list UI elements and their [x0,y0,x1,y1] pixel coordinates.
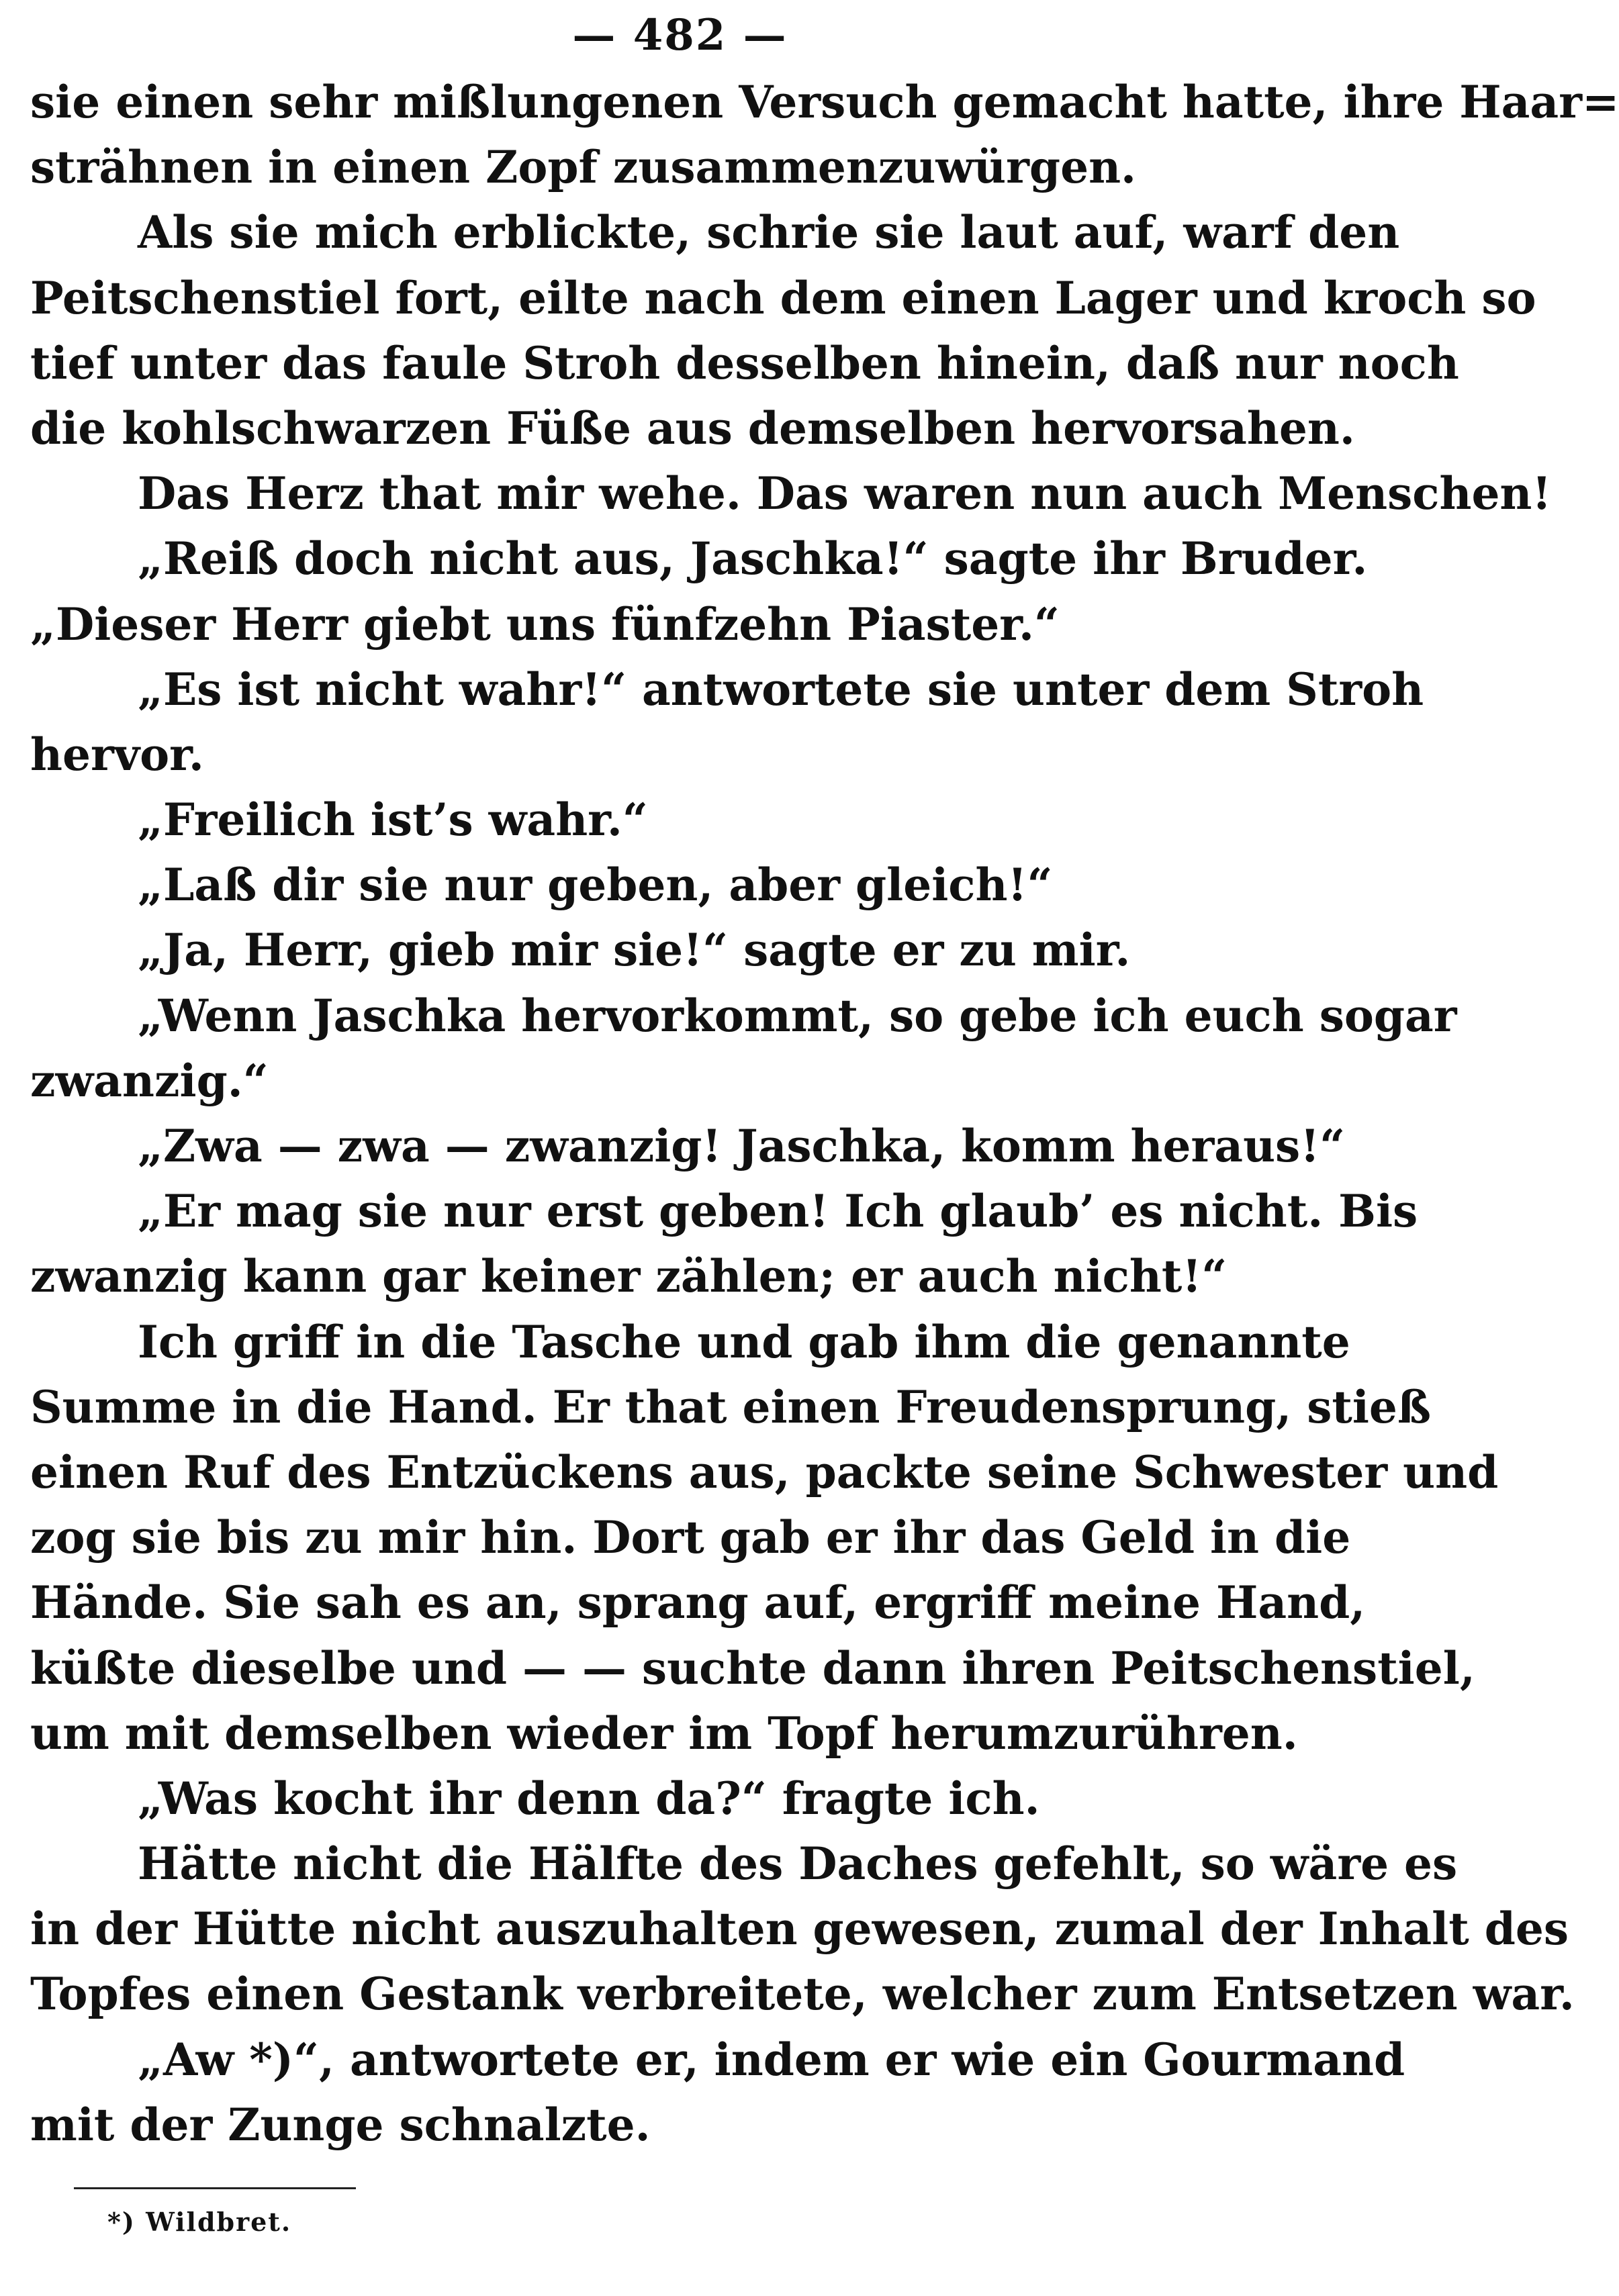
text-line: küßte dieselbe und — — suchte dann ihren Peitschenstiel, [30,1641,1475,1694]
text-line: „Reiß doch nicht aus, Jaschka!“ sagte ihr Bruder. [138,532,1368,585]
text-line: hervor. [30,728,204,781]
text-line: zwanzig kann gar keiner zählen; er auch nicht!“ [30,1250,1228,1303]
text-line: „Freilich ist’s wahr.“ [138,794,648,847]
footnote: *) Wildbret. [107,2207,292,2237]
text-line: „Zwa — zwa — zwanzig! Jaschka, komm heraus!“ [138,1120,1346,1172]
text-line: „Laß dir sie nur geben, aber gleich!“ [138,859,1053,912]
text-line: Das Herz that mir wehe. Das waren nun auch Menschen! [138,467,1552,520]
text-line: „Wenn Jaschka hervorkommt, so gebe ich euch sogar [138,989,1457,1042]
text-line: um mit demselben wieder im Topf herumzurühren. [30,1707,1298,1760]
text-line: Peitschenstiel fort, eilte nach dem einen Lager und kroch so [30,271,1536,324]
text-line: Topfes einen Gestank verbreitete, welcher zum Entsetzen war. [30,1968,1575,2021]
text-line: „Es ist nicht wahr!“ antwortete sie unter dem Stroh [138,663,1424,716]
text-line: mit der Zunge schnalzte. [30,2098,651,2151]
text-line: Summe in die Hand. Er that einen Freudensprung, stieß [30,1380,1432,1433]
text-line: „Was kocht ihr denn da?“ fragte ich. [138,1772,1040,1825]
text-line: einen Ruf des Entzückens aus, packte seine Schwester und [30,1445,1499,1498]
body-text [30,70,1619,2158]
text-line: Ich griff in die Tasche und gab ihm die genannte [138,1315,1350,1368]
text-line: zwanzig.“ [30,1054,269,1107]
text-line: zog sie bis zu mir hin. Dort gab er ihr das Geld in die [30,1511,1351,1564]
page-number: — 482 — [572,9,788,60]
text-line: die kohlschwarzen Füße aus demselben hervorsahen. [30,401,1355,455]
text-line: in der Hütte nicht auszuhalten gewesen, zumal der Inhalt des [30,1903,1569,1956]
text-line: „Ja, Herr, gieb mir sie!“ sagte er zu mir. [138,924,1131,977]
text-line: „Dieser Herr giebt uns fünfzehn Piaster.“ [30,597,1060,651]
text-line: sie einen sehr mißlungenen Versuch gemacht hatte, ihre Haar= [30,76,1619,128]
text-line: strähnen in einen Zopf zusammenzuwürgen. [30,141,1137,194]
book-page [30,0,1619,2237]
text-line: „Aw *)“, antwortete er, indem er wie ein Gourmand [138,2033,1405,2086]
text-line: Hätte nicht die Hälfte des Daches gefehlt, so wäre es [138,1837,1458,1891]
text-line: tief unter das faule Stroh desselben hinein, daß nur noch [30,336,1459,389]
text-line: Als sie mich erblickte, schrie sie laut auf, warf den [138,206,1400,259]
text-line: Hände. Sie sah es an, sprang auf, ergriff meine Hand, [30,1576,1366,1629]
text-line: „Er mag sie nur erst geben! Ich glaub’ es nicht. Bis [138,1185,1418,1238]
footnote-divider [74,2187,356,2189]
